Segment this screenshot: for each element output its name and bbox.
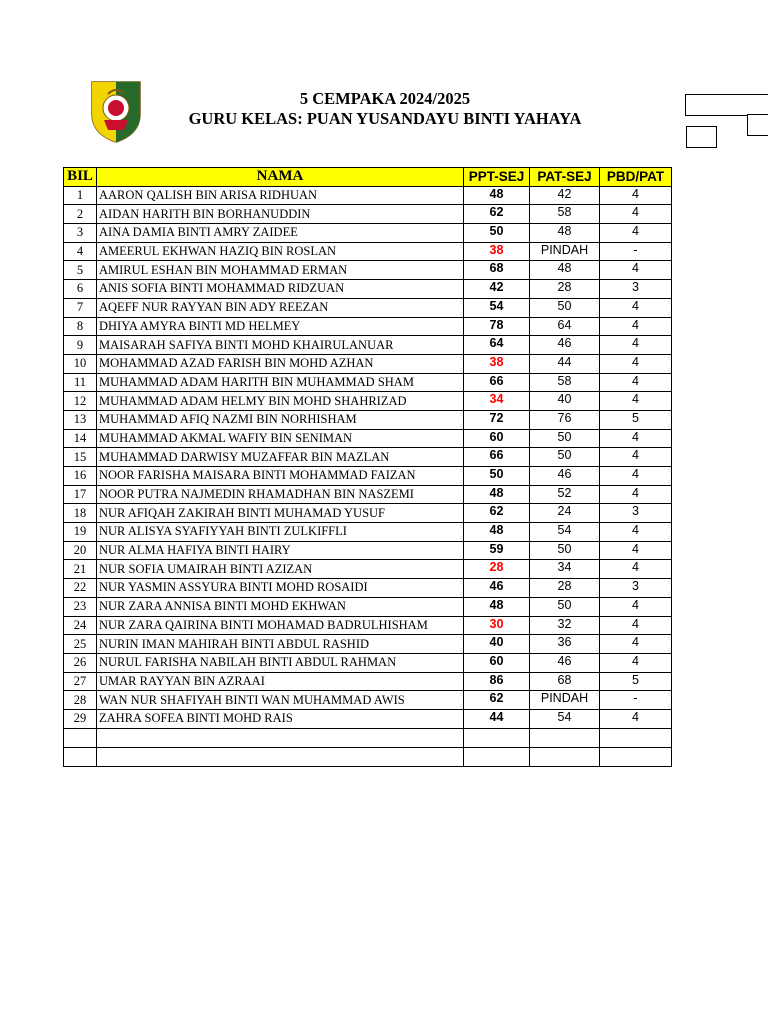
ppt-cell: 62 (464, 504, 530, 523)
bil-cell: 12 (64, 392, 97, 411)
bil-cell: 9 (64, 336, 97, 355)
pbd-cell: 4 (600, 597, 672, 616)
pbd-cell: 3 (600, 504, 672, 523)
table-row (64, 709, 672, 728)
table-row (64, 635, 672, 654)
ppt-cell: 50 (464, 467, 530, 486)
empty-cell (64, 747, 97, 766)
bil-cell: 16 (64, 467, 97, 486)
bil-cell: 18 (64, 504, 97, 523)
pbd-cell: 4 (600, 186, 672, 205)
pat-cell: 36 (530, 635, 600, 654)
nama-cell: NUR SOFIA UMAIRAH BINTI AZIZAN (97, 560, 464, 579)
nama-cell: WAN NUR SHAFIYAH BINTI WAN MUHAMMAD AWIS (97, 691, 464, 710)
teacher-line: GURU KELAS: PUAN YUSANDAYU BINTI YAHAYA (188, 109, 582, 128)
table-row (64, 373, 672, 392)
pat-cell: 68 (530, 672, 600, 691)
pbd-cell: 4 (600, 429, 672, 448)
table-row (64, 392, 672, 411)
empty-box-small (686, 126, 717, 148)
pbd-cell: 4 (600, 298, 672, 317)
ppt-cell: 48 (464, 523, 530, 542)
ppt-cell: 42 (464, 280, 530, 299)
table-row (64, 597, 672, 616)
nama-cell: MAISARAH SAFIYA BINTI MOHD KHAIRULANUAR (97, 336, 464, 355)
bil-cell: 17 (64, 485, 97, 504)
table-row (64, 448, 672, 467)
empty-box-right (747, 114, 768, 136)
ppt-cell: 60 (464, 653, 530, 672)
empty-cell (600, 728, 672, 747)
ppt-cell: 59 (464, 541, 530, 560)
pbd-cell: 4 (600, 523, 672, 542)
bil-cell: 1 (64, 186, 97, 205)
table-row (64, 242, 672, 261)
table-row (64, 317, 672, 336)
nama-cell: NUR ZARA ANNISA BINTI MOHD EKHWAN (97, 597, 464, 616)
table-row (64, 672, 672, 691)
table-row (64, 410, 672, 429)
ppt-cell: 48 (464, 186, 530, 205)
pbd-cell: 4 (600, 448, 672, 467)
pat-cell: 50 (530, 597, 600, 616)
pat-cell: 48 (530, 224, 600, 243)
table-row (64, 298, 672, 317)
ppt-cell: 50 (464, 224, 530, 243)
pbd-cell: - (600, 691, 672, 710)
pat-cell: 40 (530, 392, 600, 411)
student-marks-table (63, 167, 672, 767)
pat-cell: 64 (530, 317, 600, 336)
empty-cell (600, 747, 672, 766)
nama-cell: AARON QALISH BIN ARISA RIDHUAN (97, 186, 464, 205)
empty-cell (530, 747, 600, 766)
table-row (64, 523, 672, 542)
ppt-cell: 78 (464, 317, 530, 336)
table-row (64, 280, 672, 299)
table-row (64, 261, 672, 280)
pbd-cell: 5 (600, 672, 672, 691)
pbd-cell: 4 (600, 467, 672, 486)
pat-cell: 58 (530, 205, 600, 224)
pat-cell: 50 (530, 541, 600, 560)
empty-cell (97, 728, 464, 747)
ppt-cell: 68 (464, 261, 530, 280)
bil-cell: 29 (64, 709, 97, 728)
ppt-cell: 60 (464, 429, 530, 448)
ppt-cell: 28 (464, 560, 530, 579)
pbd-cell: 4 (600, 224, 672, 243)
pat-cell: 46 (530, 653, 600, 672)
pat-cell: 48 (530, 261, 600, 280)
ppt-cell: 72 (464, 410, 530, 429)
bil-cell: 14 (64, 429, 97, 448)
bil-cell: 28 (64, 691, 97, 710)
ppt-cell: 40 (464, 635, 530, 654)
pat-cell: 50 (530, 298, 600, 317)
table-row (64, 541, 672, 560)
pbd-cell: 3 (600, 579, 672, 598)
table-row (64, 579, 672, 598)
pat-cell: 76 (530, 410, 600, 429)
table-row (64, 186, 672, 205)
ppt-cell: 48 (464, 485, 530, 504)
bil-cell: 25 (64, 635, 97, 654)
pat-cell: 42 (530, 186, 600, 205)
bil-cell: 26 (64, 653, 97, 672)
table-row (64, 429, 672, 448)
nama-cell: NURUL FARISHA NABILAH BINTI ABDUL RAHMAN (97, 653, 464, 672)
nama-cell: AIDAN HARITH BIN BORHANUDDIN (97, 205, 464, 224)
empty-row (64, 747, 672, 766)
empty-row (64, 728, 672, 747)
empty-cell (464, 728, 530, 747)
bil-cell: 27 (64, 672, 97, 691)
pbd-cell: 4 (600, 336, 672, 355)
nama-cell: MUHAMMAD AFIQ NAZMI BIN NORHISHAM (97, 410, 464, 429)
ppt-cell: 46 (464, 579, 530, 598)
pat-cell: 46 (530, 467, 600, 486)
bil-cell: 3 (64, 224, 97, 243)
table-row (64, 205, 672, 224)
nama-cell: NUR AFIQAH ZAKIRAH BINTI MUHAMAD YUSUF (97, 504, 464, 523)
pbd-cell: 4 (600, 485, 672, 504)
nama-cell: ZAHRA SOFEA BINTI MOHD RAIS (97, 709, 464, 728)
bil-cell: 2 (64, 205, 97, 224)
pbd-cell: 4 (600, 317, 672, 336)
nama-header: NAMA (97, 168, 464, 187)
nama-cell: NUR ALMA HAFIYA BINTI HAIRY (97, 541, 464, 560)
pbd-cell: - (600, 242, 672, 261)
nama-cell: MUHAMMAD ADAM HARITH BIN MUHAMMAD SHAM (97, 373, 464, 392)
ppt-cell: 34 (464, 392, 530, 411)
pbd-cell: 4 (600, 541, 672, 560)
nama-cell: NOOR PUTRA NAJMEDIN RHAMADHAN BIN NASZEMI (97, 485, 464, 504)
pat-cell: 32 (530, 616, 600, 635)
ppt-cell: 54 (464, 298, 530, 317)
pat-cell: 54 (530, 523, 600, 542)
bil-cell: 15 (64, 448, 97, 467)
pat-cell: 50 (530, 429, 600, 448)
ppt-cell: 30 (464, 616, 530, 635)
nama-cell: NURIN IMAN MAHIRAH BINTI ABDUL RASHID (97, 635, 464, 654)
pat-cell: 24 (530, 504, 600, 523)
nama-cell: NUR ZARA QAIRINA BINTI MOHAMAD BADRULHISHAM (97, 616, 464, 635)
nama-cell: ANIS SOFIA BINTI MOHAMMAD RIDZUAN (97, 280, 464, 299)
empty-cell (64, 728, 97, 747)
pbd-header: PBD/PAT (600, 168, 672, 187)
nama-cell: NUR YASMIN ASSYURA BINTI MOHD ROSAIDI (97, 579, 464, 598)
ppt-cell: 48 (464, 597, 530, 616)
table-row (64, 336, 672, 355)
bil-cell: 21 (64, 560, 97, 579)
pat-cell: 44 (530, 354, 600, 373)
pbd-cell: 4 (600, 616, 672, 635)
pbd-cell: 4 (600, 653, 672, 672)
pbd-cell: 4 (600, 635, 672, 654)
bil-cell: 13 (64, 410, 97, 429)
nama-cell: MUHAMMAD ADAM HELMY BIN MOHD SHAHRIZAD (97, 392, 464, 411)
pat-cell: 52 (530, 485, 600, 504)
nama-cell: AQEFF NUR RAYYAN BIN ADY REEZAN (97, 298, 464, 317)
bil-cell: 10 (64, 354, 97, 373)
nama-cell: DHIYA AMYRA BINTI MD HELMEY (97, 317, 464, 336)
table-row (64, 354, 672, 373)
pbd-cell: 4 (600, 261, 672, 280)
bil-cell: 4 (64, 242, 97, 261)
ppt-cell: 38 (464, 242, 530, 261)
nama-cell: MUHAMMAD DARWISY MUZAFFAR BIN MAZLAN (97, 448, 464, 467)
ppt-cell: 66 (464, 373, 530, 392)
pat-cell: 34 (530, 560, 600, 579)
table-row (64, 560, 672, 579)
ppt-cell: 62 (464, 205, 530, 224)
nama-cell: NOOR FARISHA MAISARA BINTI MOHAMMAD FAIZAN (97, 467, 464, 486)
bil-cell: 24 (64, 616, 97, 635)
nama-cell: AINA DAMIA BINTI AMRY ZAIDEE (97, 224, 464, 243)
bil-cell: 22 (64, 579, 97, 598)
pat-cell: PINDAH (530, 242, 600, 261)
table-header-row (64, 168, 672, 187)
pbd-cell: 4 (600, 392, 672, 411)
pbd-cell: 5 (600, 410, 672, 429)
ppt-cell: 38 (464, 354, 530, 373)
ppt-cell: 44 (464, 709, 530, 728)
pat-header: PAT-SEJ (530, 168, 600, 187)
bil-cell: 19 (64, 523, 97, 542)
bil-header: BIL (64, 168, 97, 187)
empty-cell (464, 747, 530, 766)
empty-cell (97, 747, 464, 766)
pbd-cell: 4 (600, 205, 672, 224)
nama-cell: NUR ALISYA SYAFIYYAH BINTI ZULKIFFLI (97, 523, 464, 542)
bil-cell: 8 (64, 317, 97, 336)
bil-cell: 11 (64, 373, 97, 392)
empty-cell (530, 728, 600, 747)
table-row (64, 616, 672, 635)
nama-cell: MOHAMMAD AZAD FARISH BIN MOHD AZHAN (97, 354, 464, 373)
bil-cell: 20 (64, 541, 97, 560)
bil-cell: 23 (64, 597, 97, 616)
class-title: 5 CEMPAKA 2024/2025 (299, 89, 471, 108)
nama-cell: AMEERUL EKHWAN HAZIQ BIN ROSLAN (97, 242, 464, 261)
table-row (64, 504, 672, 523)
pat-cell: 54 (530, 709, 600, 728)
table-row (64, 653, 672, 672)
pat-cell: 50 (530, 448, 600, 467)
ppt-cell: 62 (464, 691, 530, 710)
bil-cell: 6 (64, 280, 97, 299)
table-row (64, 691, 672, 710)
pat-cell: 28 (530, 579, 600, 598)
empty-box-top (685, 94, 768, 116)
pat-cell: 58 (530, 373, 600, 392)
pbd-cell: 4 (600, 560, 672, 579)
ppt-header: PPT-SEJ (464, 168, 530, 187)
table-row (64, 467, 672, 486)
ppt-cell: 64 (464, 336, 530, 355)
pbd-cell: 4 (600, 354, 672, 373)
ppt-cell: 66 (464, 448, 530, 467)
ppt-cell: 86 (464, 672, 530, 691)
pbd-cell: 4 (600, 709, 672, 728)
pat-cell: 46 (530, 336, 600, 355)
table-row (64, 224, 672, 243)
pat-cell: PINDAH (530, 691, 600, 710)
table-row (64, 485, 672, 504)
nama-cell: UMAR RAYYAN BIN AZRAAI (97, 672, 464, 691)
pbd-cell: 3 (600, 280, 672, 299)
pat-cell: 28 (530, 280, 600, 299)
bil-cell: 5 (64, 261, 97, 280)
nama-cell: AMIRUL ESHAN BIN MOHAMMAD ERMAN (97, 261, 464, 280)
pbd-cell: 4 (600, 373, 672, 392)
bil-cell: 7 (64, 298, 97, 317)
nama-cell: MUHAMMAD AKMAL WAFIY BIN SENIMAN (97, 429, 464, 448)
